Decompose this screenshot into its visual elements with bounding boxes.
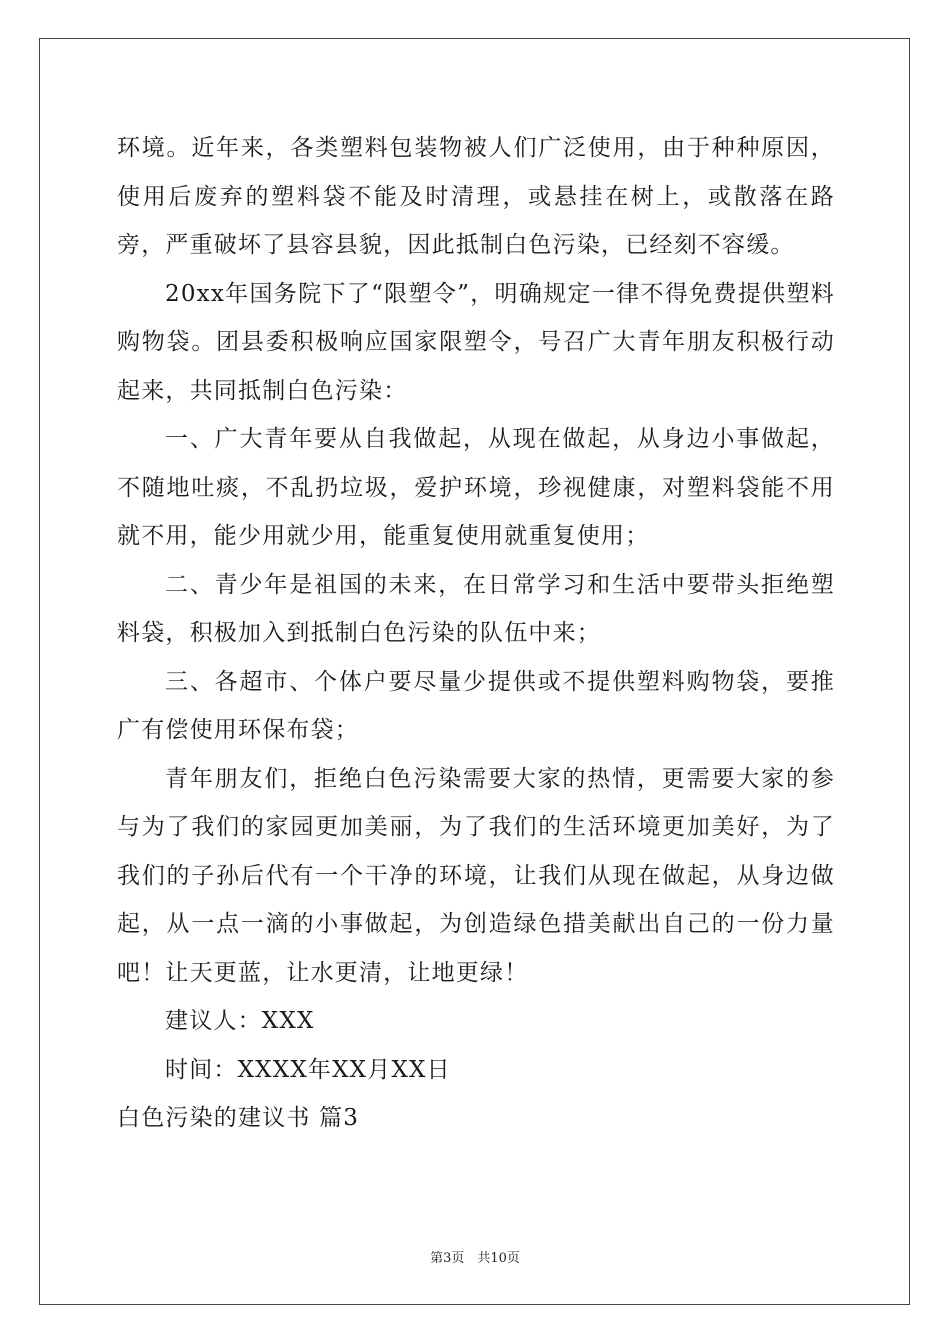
section-heading: 白色污染的建议书 篇3 [117,1105,360,1131]
document-body [117,124,835,1143]
proposer-line: 建议人：XXX [165,1008,315,1034]
paragraph-2: 20xx年国务院下了“限塑令”，明确规定一律不得免费提供塑料购物袋。团县委积极响应国家限塑令，号召广大青年朋友积极行动起来，共同抵制白色污染： [117,280,835,404]
page-number: 第3页 共10页 [430,1251,520,1266]
paragraph-3: 一、广大青年要从自我做起，从现在做起，从身边小事做起，不随地吐痰，不乱扔垃圾，爱护环境，珍视健康，对塑料袋能不用就不用，能少用就少用，能重复使用就重复使用； [117,426,835,549]
paragraph-6: 青年朋友们，拒绝白色污染需要大家的热情，更需要大家的参与为了我们的家园更加美丽，为了我们的生活环境更加美好，为了我们的子孙后代有一个干净的环境，让我们从现在做起，从身边做起，从一点一滴的小事做起，为创造绿色措美献出自己的一份力量吧！让天更蓝，让水更清，让地更绿！ [117,765,835,986]
paragraph-1: 环境。近年来，各类塑料包装物被人们广泛使用，由于种种原因，使用后废弃的塑料袋不能及时清理，或悬挂在树上，或散落在路旁，严重破坏了县容县貌，因此抵制白色污染，已经刻不容缓。 [117,135,835,258]
date-line: 时间：XXXX年XX月XX日 [165,1056,451,1083]
paragraph-5: 三、各超市、个体户要尽量少提供或不提供塑料购物袋，要推广有偿使用环保布袋； [117,668,835,743]
paragraph-4: 二、青少年是祖国的未来，在日常学习和生活中要带头拒绝塑料袋，积极加入到抵制白色污染的队伍中来； [117,571,835,646]
